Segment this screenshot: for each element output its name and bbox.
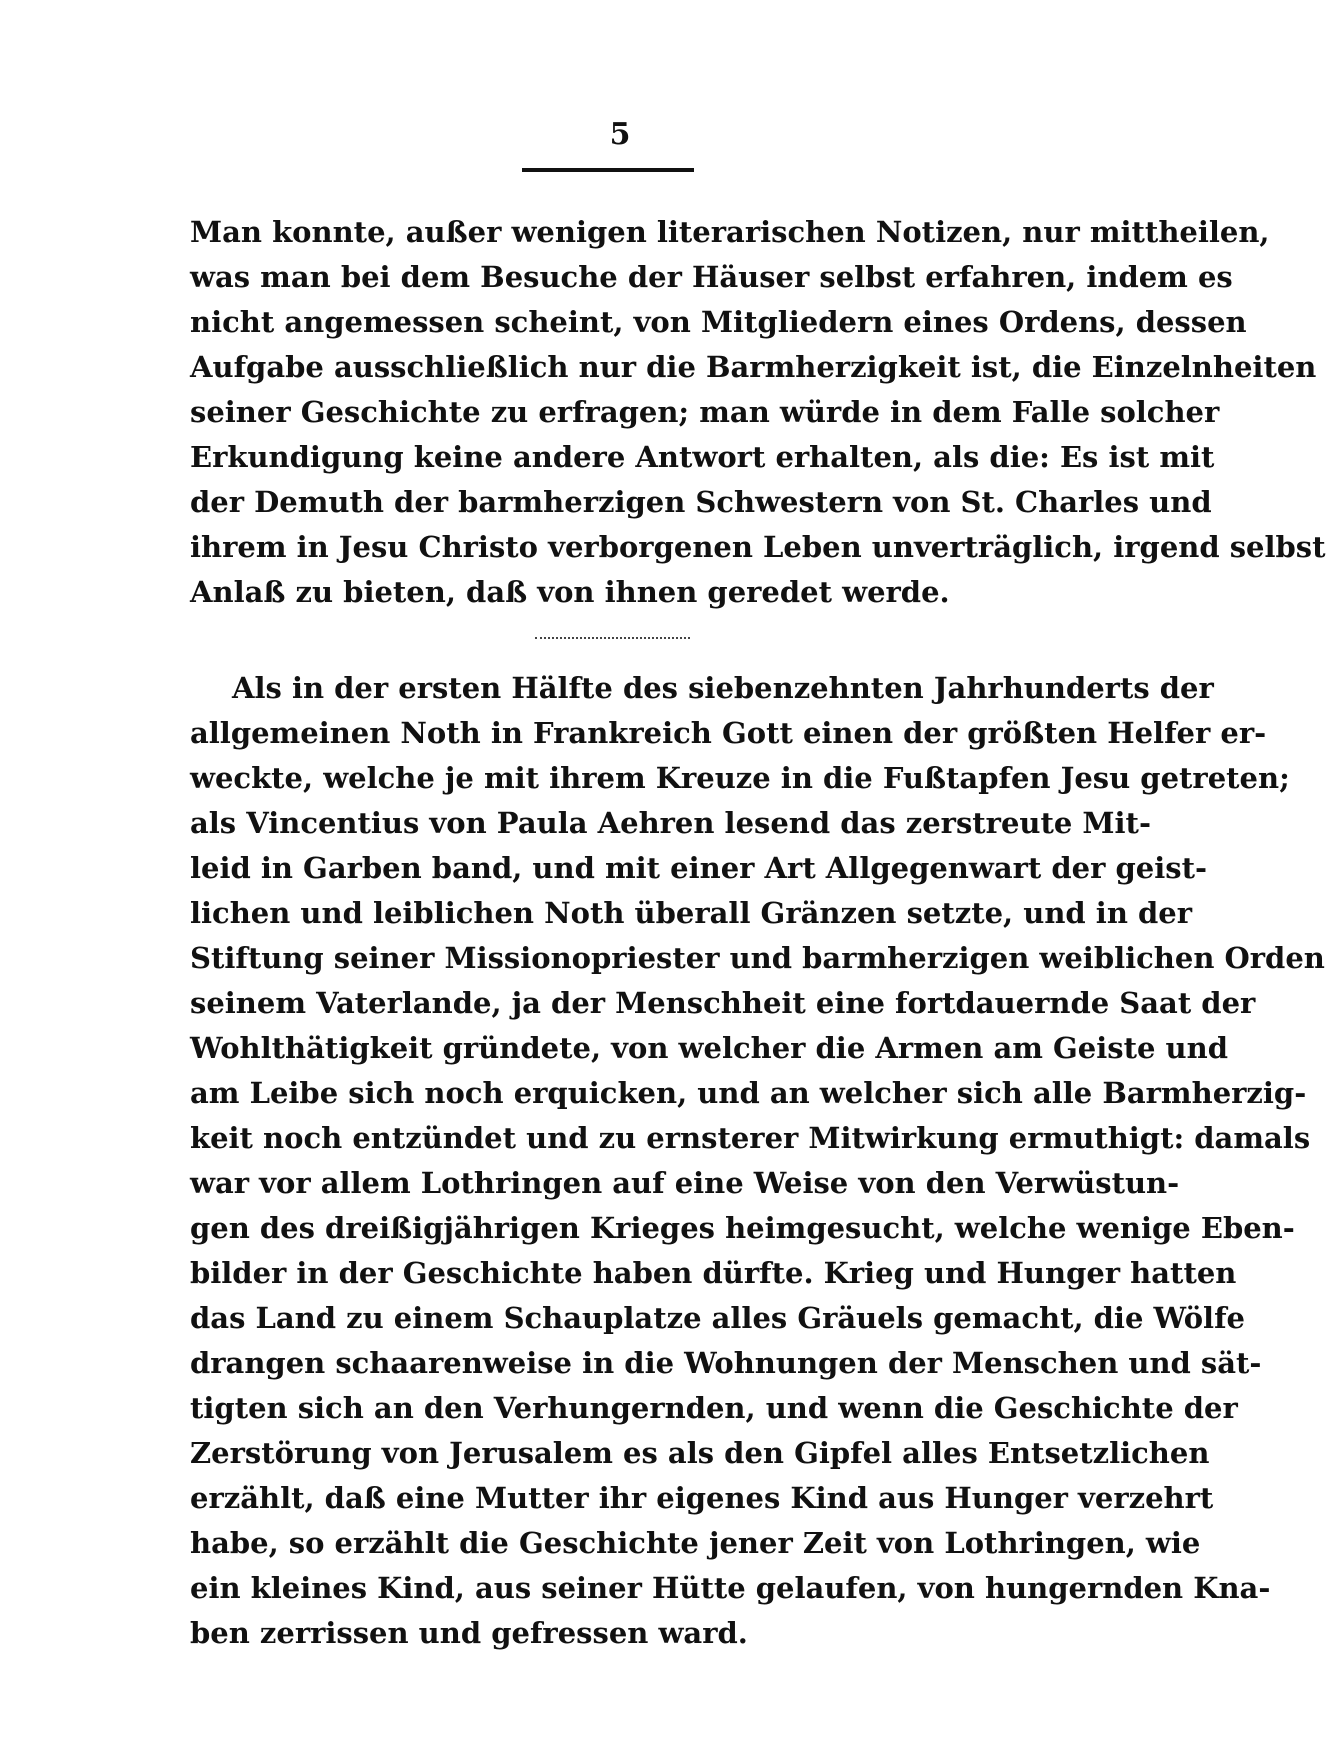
text-line: lichen und leiblichen Noth überall Gränzen setzte, und in der	[190, 896, 1193, 930]
text-line: weckte, welche je mit ihrem Kreuze in die Fußtapfen Jesu getreten;	[190, 761, 1290, 795]
text-line: Anlaß zu bieten, daß von ihnen geredet werde.	[190, 575, 950, 609]
text-line: leid in Garben band, und mit einer Art Allgegenwart der geist-	[190, 851, 1208, 885]
text-line: ihrem in Jesu Christo verborgenen Leben unverträglich, irgend selbst	[190, 530, 1326, 564]
paragraph-1	[190, 210, 1326, 615]
text-line: Zerstörung von Jerusalem es als den Gipfel alles Entsetzlichen	[190, 1436, 1210, 1470]
page-number: 5	[609, 117, 631, 152]
text-line: der Demuth der barmherzigen Schwestern von St. Charles und	[190, 485, 1212, 519]
text-line: erzählt, daß eine Mutter ihr eigenes Kind aus Hunger verzehrt	[190, 1481, 1214, 1515]
text-line: seiner Geschichte zu erfragen; man würde in dem Falle solcher	[190, 395, 1220, 429]
text-line: was man bei dem Besuche der Häuser selbst erfahren, indem es	[190, 260, 1233, 294]
header-rule	[522, 168, 694, 172]
text-line: habe, so erzählt die Geschichte jener Zeit von Lothringen, wie	[190, 1526, 1201, 1560]
text-line: Man konnte, außer wenigen literarischen Notizen, nur mittheilen,	[190, 215, 1270, 249]
text-line: nicht angemessen scheint, von Mitgliedern eines Ordens, dessen	[190, 305, 1247, 339]
text-line: das Land zu einem Schauplatze alles Gräuels gemacht, die Wölfe	[190, 1301, 1245, 1335]
section-divider	[535, 637, 690, 639]
text-line: Erkundigung keine andere Antwort erhalten, als die: Es ist mit	[190, 440, 1215, 474]
text-line: seinem Vaterlande, ja der Menschheit eine fortdauernde Saat der	[190, 986, 1256, 1020]
text-line: keit noch entzündet und zu ernsterer Mitwirkung ermuthigt: damals	[190, 1121, 1311, 1155]
text-line: bilder in der Geschichte haben dürfte. Krieg und Hunger hatten	[190, 1256, 1237, 1290]
text-line: ein kleines Kind, aus seiner Hütte gelaufen, von hungernden Kna-	[190, 1571, 1271, 1605]
text-line: ben zerrissen und gefressen ward.	[190, 1616, 748, 1650]
text-line: am Leibe sich noch erquicken, und an welcher sich alle Barmherzig-	[190, 1076, 1307, 1110]
text-line: war vor allem Lothringen auf eine Weise von den Verwüstun-	[190, 1166, 1180, 1200]
paragraph-2	[190, 666, 1325, 1656]
text-line: Stiftung seiner Missionopriester und barmherzigen weiblichen Orden	[190, 941, 1325, 975]
text-line: als Vincentius von Paula Aehren lesend das zerstreute Mit-	[190, 806, 1151, 840]
text-line: tigten sich an den Verhungernden, und wenn die Geschichte der	[190, 1391, 1238, 1425]
text-line: drangen schaarenweise in die Wohnungen der Menschen und sät-	[190, 1346, 1262, 1380]
text-line: gen des dreißigjährigen Krieges heimgesucht, welche wenige Eben-	[190, 1211, 1295, 1245]
text-line: allgemeinen Noth in Frankreich Gott einen der größten Helfer er-	[190, 716, 1267, 750]
text-line: Aufgabe ausschließlich nur die Barmherzigkeit ist, die Einzelnheiten	[190, 350, 1317, 384]
text-line: Als in der ersten Hälfte des siebenzehnten Jahrhunderts der	[232, 671, 1214, 705]
text-line: Wohlthätigkeit gründete, von welcher die Armen am Geiste und	[190, 1031, 1228, 1065]
